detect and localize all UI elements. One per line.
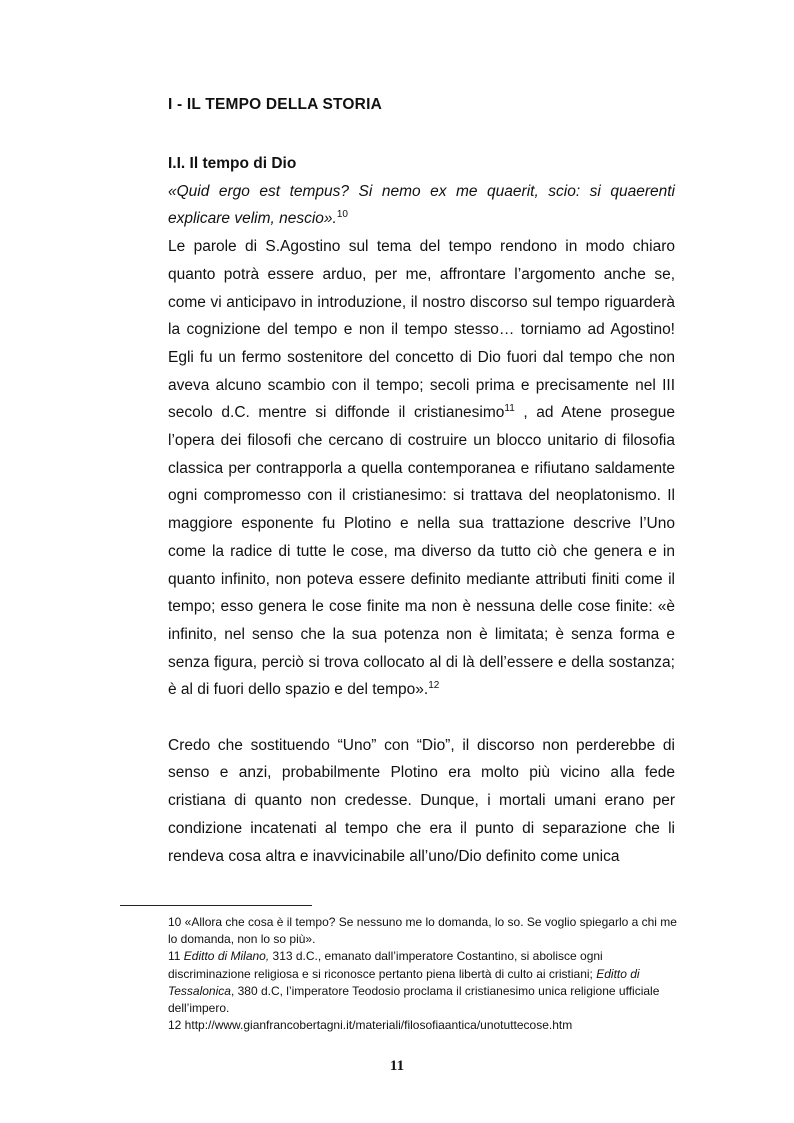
chapter-title: I - IL TEMPO DELLA STORIA (168, 96, 382, 113)
paragraph-1 (168, 233, 675, 704)
section-title: I.I. Il tempo di Dio (168, 155, 297, 172)
footnote-11-edict-thessalonica: Editto di Tessalonica (168, 966, 640, 998)
footnote-ref-10: 10 (336, 209, 348, 221)
paragraph-2: Credo che sostituendo “Uno” con “Dio”, il discorso non perderebbe di senso e anzi, probabilmente Plotino era molto più vicino alla fede cristiana di quanto non credesse. Dunque, i mortali umani erano per condizione incatenati al tempo che era il punto di separazione che li rendeva cosa altra e inavvicinabile all’uno/Dio definito come unica (168, 736, 675, 865)
footnote-ref-12: 12 (428, 680, 440, 692)
quote (168, 178, 675, 233)
footnote-11 (168, 948, 688, 1017)
footnotes (168, 914, 688, 1034)
footnote-11-number: 11 (168, 949, 184, 964)
page-number: 11 (389, 1058, 405, 1074)
footnote-12: 12 http://www.gianfrancobertagni.it/materiali/filosofiaantica/unotuttecose.htm (168, 1018, 573, 1033)
footnote-ref-11: 11 (504, 403, 515, 415)
footnote-11-edict-milan: Editto di Milano, (183, 949, 270, 964)
paragraph-1-part-2: , ad Atene prosegue l’opera dei filosofi che cercano di costruire un blocco unitario di filosofia classica per contrapporla a quella contemporanea e rifiutano saldamente ogni compromesso con il cristianesimo: si trattava del neoplatonismo. Il maggiore esponente fu Plotino e nella sua trattazione descrive l’Uno come la radice di tutte le cose, ma diverso da tutto ciò che genera e in quanto infinito, non poteva essere definito mediante attributi finiti come il tempo; esso genera le cose finite ma non è nessuna delle cose finite: «è infinito, nel senso che la sua potenza non è limitata; è senza forma e senza figura, perciò si trova collocato al di là dell’essere e della sostanza; è al di fuori dello spazio e del tempo». (168, 404, 676, 699)
body-text (168, 150, 675, 870)
footnote-separator (120, 905, 312, 906)
footnote-10: 10 «Allora che cosa è il tempo? Se nessuno me lo domanda, lo so. Se voglio spiegarlo a chi me lo domanda, non lo so più». (168, 915, 677, 947)
paragraph-spacer (168, 704, 675, 732)
paragraph-1-part-1: Le parole di S.Agostino sul tema del tempo rendono in modo chiaro quanto potrà essere arduo, per me, affrontare l’argomento anche se, come vi anticipavo in introduzione, il nostro discorso sul tempo riguarderà la cognizione del tempo e non il tempo stesso… torniamo ad Agostino! Egli fu un fermo sostenitore del concetto di Dio fuori dal tempo che non aveva alcuno scambio con il tempo; secoli prima e precisamente nel III secolo d.C. mentre si diffonde il cristianesimo (168, 238, 675, 422)
footnote-11-end: , 380 d.C, l’imperatore Teodosio proclama il cristianesimo unica religione ufficiale dell’impero. (168, 983, 660, 1016)
quote-text: «Quid ergo est tempus? Si nemo ex me quaerit, scio: si quaerenti explicare velim, nescio». (168, 182, 675, 228)
footnote-11-middle: 313 d.C., emanato dall’imperatore Costantino, si abolisce ogni discriminazione religiosa e si riconosce pertanto piena libertà di culto ai cristiani; (168, 949, 603, 981)
